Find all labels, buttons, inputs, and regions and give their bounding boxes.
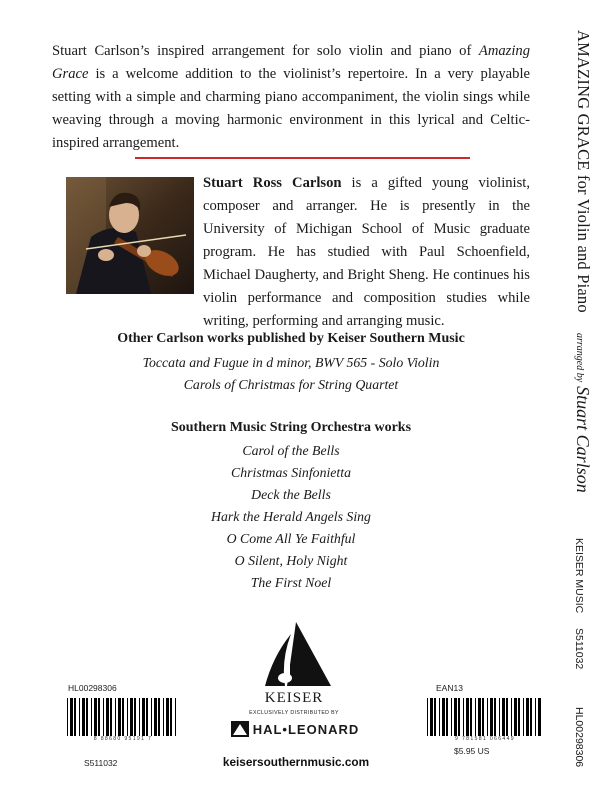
barcode-digits: 8 88680 95191 7 <box>64 736 182 742</box>
violinist-photo-graphic <box>66 177 194 294</box>
website-link[interactable]: keisersouthernmusic.com <box>222 755 370 769</box>
spine-catalog: S511032 <box>573 628 585 670</box>
spine-title-line <box>573 30 593 313</box>
list-item: Carol of the Bells <box>242 443 340 458</box>
barcode-price: $5.95 US <box>454 746 490 756</box>
keiser-logo <box>249 620 360 748</box>
list-item: Toccata and Fugue in d minor, BWV 565 - Solo Violin <box>142 355 440 370</box>
spine-title: AMAZING GRACE <box>574 30 593 171</box>
distributed-by-label: EXCLUSIVELY DISTRIBUTED BY <box>249 710 339 716</box>
other-works-heading: Other Carlson works published by Keiser Southern Music <box>117 331 465 346</box>
spine-arranged-by: arranged by <box>574 333 585 383</box>
intro-text-1: Stuart Carlson’s inspired arrangement for solo violin and piano of <box>52 43 479 59</box>
list-item: The First Noel <box>250 575 332 590</box>
list-item: O Silent, Holy Night <box>234 553 348 568</box>
barcode-upc <box>64 683 182 768</box>
intro-text-2: is a welcome addition to the violinist’s repertoire. In a very playable setting with a simple and charming piano accompaniment, the violin sings while weaving through a moving harmonic environment in this lyrical and Celtic-inspired arrangement. <box>52 66 530 151</box>
barcode-top-label: EAN13 <box>436 683 463 693</box>
orchestra-works-list <box>52 440 530 594</box>
hal-leonard-icon <box>231 721 249 737</box>
spine-arranger-line <box>572 333 593 493</box>
book-spine <box>560 0 600 800</box>
keiser-sail-icon <box>251 620 337 694</box>
other-works-list <box>52 352 530 396</box>
spine-subtitle: for Violin and Piano <box>574 174 593 313</box>
barcode-ean <box>424 683 546 756</box>
list-item: Christmas Sinfonietta <box>231 465 351 480</box>
hal-leonard-name: HAL•LEONARD <box>252 721 360 737</box>
spine-publisher: KEISER MUSIC <box>573 538 585 614</box>
barcode-bottom-label: S511032 <box>84 758 118 768</box>
list-item: Hark the Herald Angels Sing <box>211 509 371 524</box>
red-divider <box>135 157 470 159</box>
list-item: Carols of Christmas for String Quartet <box>183 377 399 392</box>
intro-title: Amazing Grace <box>52 43 530 82</box>
barcode-digits: 9 781581 066449 <box>424 736 546 742</box>
spine-arranger: Stuart Carlson <box>573 386 593 493</box>
violinist-photo <box>66 177 194 294</box>
arranger-name: Stuart Ross Carlson <box>203 175 342 191</box>
list-item: O Come All Ye Faithful <box>226 531 356 546</box>
bio-text: is a gifted young violinist, composer and arranger. He is presently in the University of Michigan School of Music graduate program. He has studied with Paul Schoenfield, Michael Daugherty, and Bright Sheng. He continues his violin performance and composition studies while writing, performing and arranging music. <box>203 175 530 329</box>
hal-leonard-logo <box>207 721 383 737</box>
keiser-brand: KEISER <box>264 690 324 706</box>
orchestra-works-heading: Southern Music String Orchestra works <box>170 420 412 435</box>
barcode-top-label: HL00298306 <box>68 683 117 693</box>
spine-hl-number: HL00298306 <box>573 707 585 768</box>
arranger-bio <box>203 172 530 333</box>
intro-paragraph <box>52 40 530 155</box>
list-item: Deck the Bells <box>251 487 331 502</box>
